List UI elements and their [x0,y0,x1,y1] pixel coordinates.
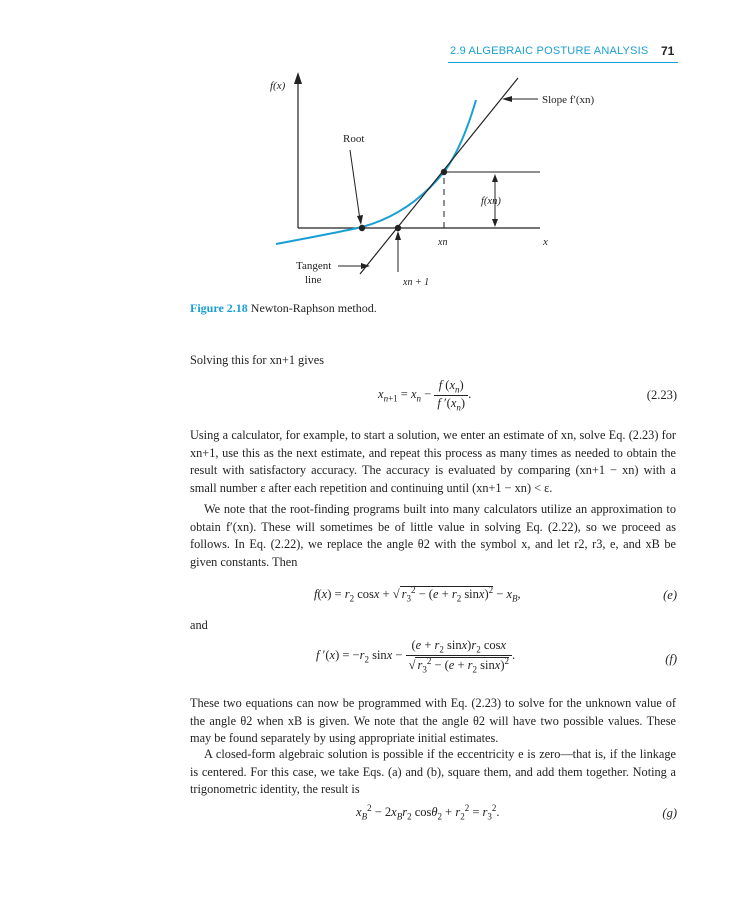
label-x: x [543,236,548,248]
newton-raphson-figure [0,0,737,300]
paragraph-4: These two equations can now be programmed with Eq. (2.23) to solve for the unknown value of the angle θ2 when xB is given. We note that the angle θ2 will have two possible values. These may be found separately by using appropriate initial estimates. [190,696,676,745]
paragraph-1: Solving this for xn+1 gives [190,353,325,367]
label-xn1: xn + 1 [403,277,430,288]
equation-number-2-23: (2.23) [646,388,677,402]
running-header-section: 2.9 ALGEBRAIC POSTURE ANALYSIS [450,45,649,57]
equation-f: f $'(x) = -r_2$ sinx − $\frac{(e + r_2 \sin x)r_2 \cos x}{√ r_3^2 - (e + r_2 \sin x)^2}$ . [316,638,516,675]
figure-caption [190,301,377,316]
equation-number-g: (g) [662,806,677,820]
fxn-arrow-down [492,219,498,227]
equation-number-e: (e) [663,588,677,602]
y-axis-arrow [294,72,302,84]
label-tangent-2: line [305,274,322,286]
fxn-arrow-up [492,174,498,182]
caption-number: Figure 2.18 [190,301,248,315]
paragraph-2: Using a calculator, for example, to start a solution, we enter an estimate of xn, solve Eq. (2.23) for xn+1, use this as the next estimate, and repeat this process as many times as needed to obtain the result with satisfactory accuracy. The accuracy is evaluated by comparing (xn+1 − xn) with a small number ε after each repetition and continuing until (xn+1 − xn) < ε. [190,428,676,495]
point-xn [441,169,447,175]
equation-2-23: $x_{n+1} = x_n$ − $\frac{f (x_n)}{f '(x_n)}$ . [378,378,472,412]
label-xn: xn [438,237,448,248]
caption-text: Newton-Raphson method. [250,301,377,315]
paragraph-3: We note that the root-finding programs built into many calculators utilize an approximation to obtain f′(xn). These will sometimes be of little value in solving Eq. (2.22), so we proceed as follows. In Eq. (2.22), we replace the angle θ2 with the symbol x, and let r2, r3, e, and xB be given constants. Then [190,502,676,569]
equation-e: $f(x) = r_2$ cosx + √ $r_3^2 - (e + r_2$ $\sin x)^2 - x_B$, [314,585,521,604]
page-number: 71 [661,44,675,58]
label-fx: f(x) [270,80,286,92]
label-tangent-1: Tangent [296,260,332,272]
label-root: Root [343,133,365,145]
root-pointer-arrow [357,215,363,225]
label-slope: Slope f′(xn) [542,94,595,106]
root-pointer-line [350,150,360,220]
label-fxn: f(xn) [481,196,501,207]
paragraph-5: A closed-form algebraic solution is possible if the eccentricity e is zero—that is, if the linkage is centered. For this case, we take Eqs. (a) and (b), square them, and add them together. Noting a trigonometric identity, the result is [190,747,676,796]
equation-number-f: (f) [665,652,677,666]
point-xn1 [395,225,401,231]
xn1-pointer-arrow [395,231,401,240]
word-and: and [190,618,208,632]
equation-g: $x_B^2 - 2x_Br_2$ $\cos\theta_2 + r_2^2 = r_3^2$. [356,803,500,822]
point-root [359,225,365,231]
